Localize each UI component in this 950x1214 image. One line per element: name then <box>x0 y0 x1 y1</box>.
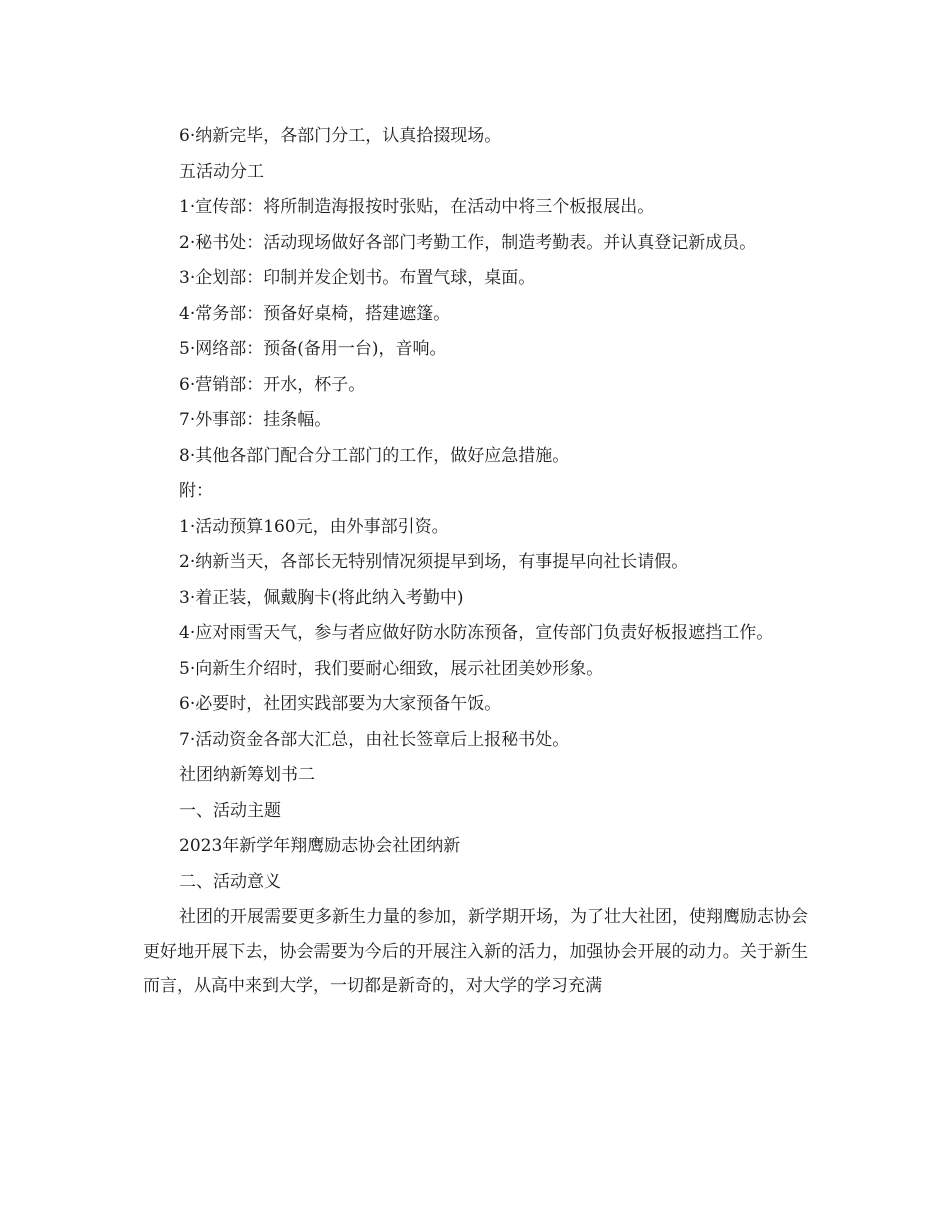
list-item: 1·活动预算160元，由外事部引资。 <box>179 516 449 537</box>
list-item: 2·纳新当天，各部长无特别情况须提早到场，有事提早向社长请假。 <box>179 552 689 572</box>
body-paragraph: 2023年新学年翔鹰励志协会社团纳新 <box>179 836 461 856</box>
list-item: 4·常务部：预备好桌椅，搭建遮篷。 <box>179 303 451 324</box>
list-item: 6·纳新完毕，各部门分工，认真拾掇现场。 <box>179 126 502 146</box>
list-item: 2·秘书处：活动现场做好各部门考勤工作，制造考勤表。并认真登记新成员。 <box>179 232 757 253</box>
list-item: 4·应对雨雪天气，参与者应做好防水防冻预备，宣传部门负责好板报遮挡工作。 <box>179 623 774 643</box>
list-item: 6·营销部：开水，杯子。 <box>179 374 366 395</box>
list-item: 8·其他各部门配合分工部门的工作，做好应急措施。 <box>179 445 570 466</box>
list-item: 1·宣传部：将所制造海报按时张贴，在活动中将三个板报展出。 <box>179 197 655 217</box>
list-item: 7·外事部：挂条幅。 <box>179 410 332 430</box>
list-item: 5·向新生介绍时，我们要耐心细致，展示社团美妙形象。 <box>179 658 604 679</box>
list-item: 3·企划部：印制并发企划书。布置气球，桌面。 <box>179 268 536 288</box>
section-heading: 附： <box>179 481 213 501</box>
section-heading: 二、活动意义 <box>179 871 281 892</box>
list-item: 3·着正装，佩戴胸卡(将此纳入考勤中) <box>179 587 464 608</box>
list-item: 6·必要时，社团实践部要为大家预备午饭。 <box>179 694 502 714</box>
document-title: 社团纳新筹划书二 <box>179 765 315 785</box>
section-heading: 五活动分工 <box>179 161 264 182</box>
list-item: 5·网络部：预备(备用一台)，音响。 <box>179 339 447 359</box>
document-body <box>143 119 808 1004</box>
section-heading: 一、活动主题 <box>179 800 281 821</box>
list-item: 7·活动资金各部大汇总，由社长签章后上报秘书处。 <box>179 729 570 750</box>
body-paragraph: 社团的开展需要更多新生力量的参加，新学期开场，为了壮大社团，使翔鹰励志协会更好地开展下去，协会需要为今后的开展注入新的活力，加强协会开展的动力。关于新生而言，从高中来到大学，一切都是新奇的，对大学的学习充满 <box>143 907 808 996</box>
